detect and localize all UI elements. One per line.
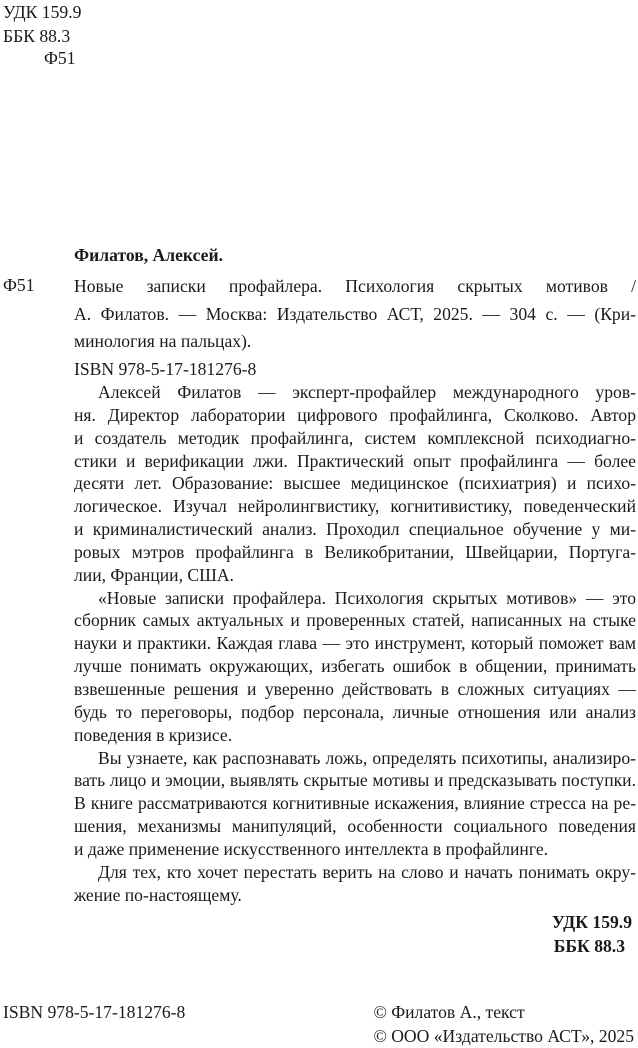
bottom-udk-code: УДК 159.9 (552, 912, 632, 933)
top-author-mark: Ф51 (44, 48, 76, 68)
biblio-line: минология на пальцах). (74, 331, 252, 351)
bibliographic-description (74, 273, 636, 356)
annotation-paragraph-4 (74, 861, 636, 907)
bottom-classification-codes (74, 910, 636, 958)
annotation-line: и создатель методик профайлинга, систем комплексной психодиагно- (74, 427, 636, 448)
footer-isbn: ISBN 978-5-17-181276-8 (3, 1002, 186, 1022)
bottom-bbk-code: ББК 88.3 (553, 936, 625, 957)
annotation-line: жение по-настоящему. (74, 884, 242, 905)
annotation-line: и криминалистический анализ. Проходил специальное обучение у ми- (74, 519, 636, 540)
top-classification-codes (3, 0, 81, 48)
annotation-line: науки и практики. Каждая глава — это инструмент, который поможет вам (74, 633, 636, 654)
annotation-paragraph-3 (74, 747, 636, 861)
annotation-line: логическое. Изучал нейролингвистику, когнитивистику, поведенческий (74, 496, 636, 517)
annotation-paragraph-2 (74, 587, 636, 747)
top-udk-code: УДК 159.9 (3, 2, 82, 22)
record-author-mark: Ф51 (3, 275, 35, 295)
annotation-line: взвешенные решения и уверенно действовать в сложных ситуациях — (74, 678, 636, 699)
annotation-paragraph-1 (74, 381, 636, 587)
annotation-line: и даже применение искусственного интеллекта в профайлинге. (74, 838, 549, 859)
top-bbk-code: ББК 88.3 (3, 26, 71, 46)
biblio-line: Новые записки профайлера. Психология скрытых мотивов / (74, 276, 636, 296)
annotation-line: Для тех, кто хочет перестать верить на слово и начать понимать окру- (98, 861, 636, 882)
record-isbn: ISBN 978-5-17-181276-8 (74, 359, 257, 379)
annotation-line: Алексей Филатов — эксперт-профайлер международного уров- (98, 382, 636, 402)
annotation-line: «Новые записки профайлера. Психология скрытых мотивов» — это (98, 587, 636, 608)
annotation-line: вать лицо и эмоции, выявлять скрытые мотивы и предсказывать поступки. (74, 770, 636, 791)
author-heading: Филатов, Алексей. (74, 245, 223, 265)
annotation-line: ровых мэтров профайлинга в Великобритании, Швейцарии, Португа- (74, 541, 636, 562)
annotation-line: десяти лет. Образование: высшее медицинское (психиатрия) и психо- (74, 473, 636, 494)
copyright-author: © Филатов А., текст (373, 1002, 525, 1022)
annotation-line: Вы узнаете, как распознавать ложь, определять психотипы, анализиро- (98, 747, 636, 768)
copyright-publisher: © ООО «Издательство АСТ», 2025 (373, 1026, 634, 1046)
annotation-line: ня. Директор лаборатории цифрового профайлинга, Сколково. Автор (74, 404, 636, 425)
annotation-line: будь то переговоры, подбор персонала, личные отношения или анализ (74, 701, 636, 722)
annotation-line: сборник самых актуальных и проверенных статей, написанных на стыке (74, 610, 636, 631)
annotation-line: шения, механизмы манипуляций, особенности социального поведения (74, 816, 636, 837)
annotation-line: В книге рассматриваются когнитивные искажения, влияние стресса на ре- (74, 793, 636, 814)
biblio-line: А. Филатов. — Москва: Издательство АСТ, 2025. — 304 с. — (Кри- (74, 303, 636, 324)
annotation-line: поведения в кризисе. (74, 724, 233, 745)
annotation-line: лии, Франции, США. (74, 564, 234, 585)
annotation-text (74, 381, 636, 958)
annotation-line: стики и верификации лжи. Практический опыт профайлинга — более (74, 450, 636, 471)
annotation-line: лучше понимать окружающих, избегать ошибок в общении, принимать (74, 656, 636, 677)
